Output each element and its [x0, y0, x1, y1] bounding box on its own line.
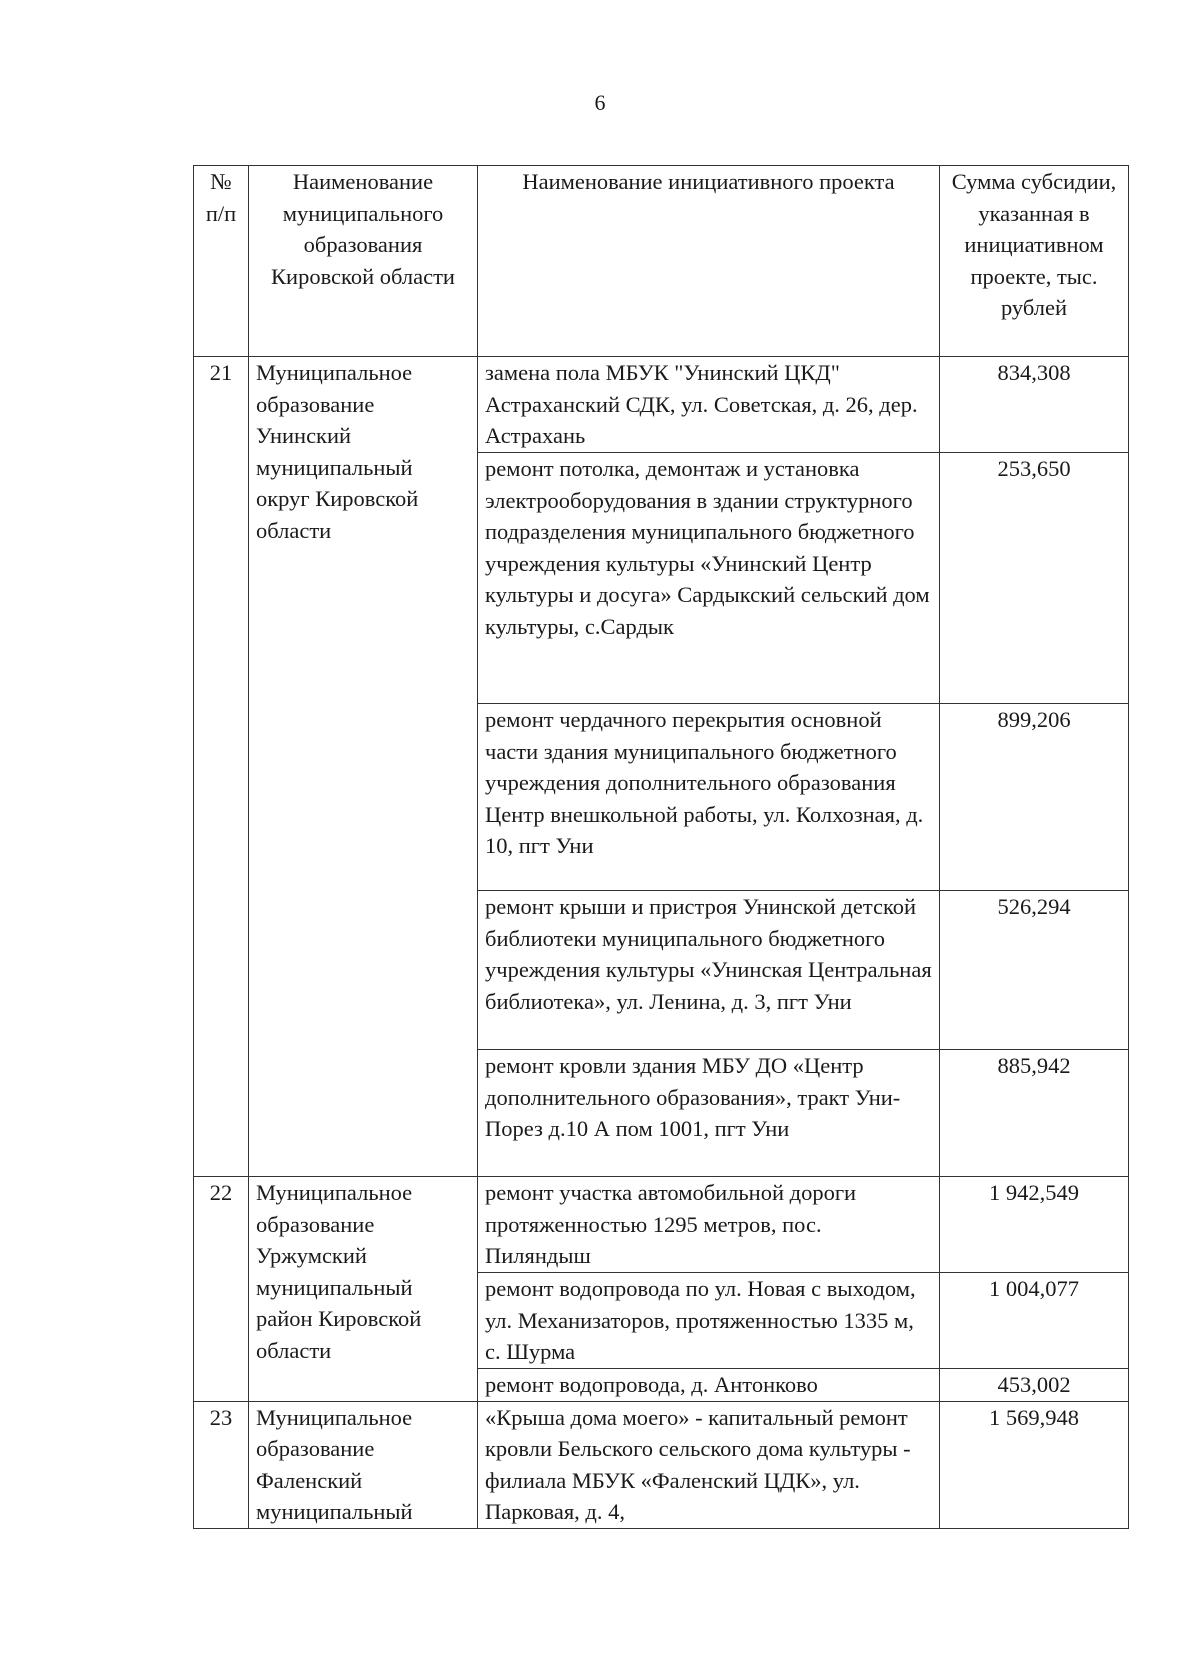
- municipality-name: Муниципальное образование Унинский муниципальный округ Кировской области: [249, 357, 478, 1177]
- municipality-name: Муниципальное образование Фаленский муниципальный: [249, 1401, 478, 1528]
- project-name: ремонт водопровода, д. Антонково: [478, 1369, 940, 1402]
- table-row: [194, 1401, 1129, 1528]
- subsidy-amount: 253,650: [940, 453, 1129, 704]
- project-name: ремонт кровли здания МБУ ДО «Центр дополнительного образования», тракт Уни-Порез д.10 А пом 1001, пгт Уни: [478, 1050, 940, 1177]
- row-number: 21: [194, 357, 249, 1177]
- project-name: ремонт чердачного перекрытия основной части здания муниципального бюджетного учреждения дополнительного образования Центр внешкольной работы, ул. Колхозная, д. 10, пгт Уни: [478, 704, 940, 891]
- header-project: Наименование инициативного проекта: [478, 166, 940, 357]
- header-municipality: Наименование муниципального образования Кировской области: [249, 166, 478, 357]
- subsidy-amount: 453,002: [940, 1369, 1129, 1402]
- row-number: 23: [194, 1401, 249, 1528]
- project-name: ремонт потолка, демонтаж и установка электрооборудования в здании структурного подразделения муниципального бюджетного учреждения культуры «Унинский Центр культуры и досуга» Сардыкский сельский дом культуры, с.Сардык: [478, 453, 940, 704]
- table-row: [194, 357, 1129, 453]
- project-name: «Крыша дома моего» - капитальный ремонт кровли Бельского сельского дома культуры - филиала МБУК «Фаленский ЦДК», ул. Парковая, д. 4,: [478, 1401, 940, 1528]
- subsidy-amount: 1 004,077: [940, 1273, 1129, 1369]
- header-num: № п/п: [194, 166, 249, 357]
- subsidy-table: [193, 165, 1129, 1529]
- project-name: замена пола МБУК "Унинский ЦКД" Астраханский СДК, ул. Советская, д. 26, дер. Астрахань: [478, 357, 940, 453]
- row-number: 22: [194, 1177, 249, 1402]
- project-name: ремонт участка автомобильной дороги протяженностью 1295 метров, пос. Пиляндыш: [478, 1177, 940, 1273]
- table-header-row: [194, 166, 1129, 357]
- subsidy-amount: 885,942: [940, 1050, 1129, 1177]
- project-name: ремонт крыши и пристроя Унинской детской библиотеки муниципального бюджетного учреждения культуры «Унинская Центральная библиотека», ул. Ленина, д. 3, пгт Уни: [478, 891, 940, 1050]
- table-row: [194, 1177, 1129, 1273]
- page-number: 6: [594, 90, 606, 115]
- subsidy-amount: 899,206: [940, 704, 1129, 891]
- subsidy-amount: 1 569,948: [940, 1401, 1129, 1528]
- municipality-name: Муниципальное образование Уржумский муниципальный район Кировской области: [249, 1177, 478, 1402]
- header-sum: Сумма субсидии, указанная в инициативном проекте, тыс. рублей: [940, 166, 1129, 357]
- subsidy-amount: 526,294: [940, 891, 1129, 1050]
- subsidy-amount: 834,308: [940, 357, 1129, 453]
- subsidy-amount: 1 942,549: [940, 1177, 1129, 1273]
- project-name: ремонт водопровода по ул. Новая с выходом, ул. Механизаторов, протяженностью 1335 м, с. Шурма: [478, 1273, 940, 1369]
